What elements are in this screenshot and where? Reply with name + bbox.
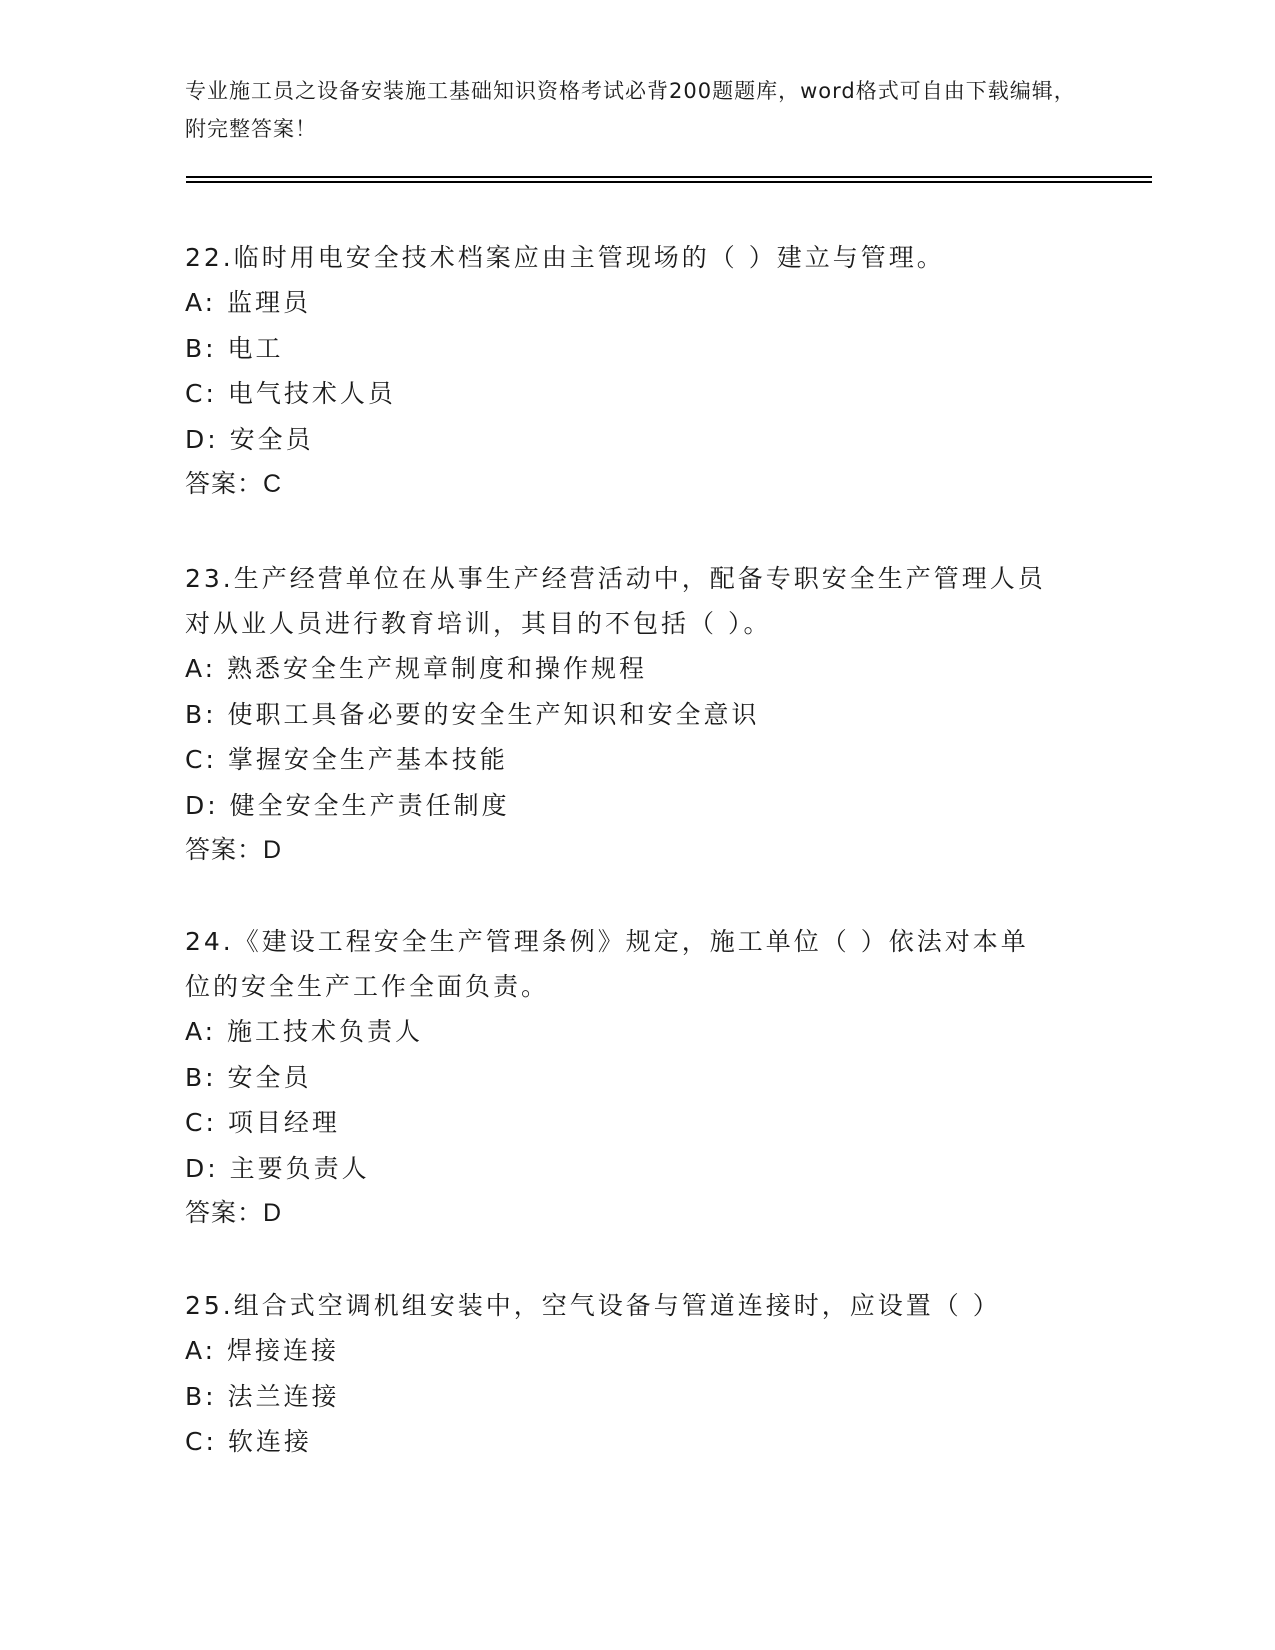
header-divider-top — [186, 176, 1152, 178]
option-a: A: 施工技术负责人 — [185, 1017, 424, 1046]
question-stem-line-1: 23.生产经营单位在从事生产经营活动中，配备专职安全生产管理人员 — [185, 564, 1046, 593]
option-d: D: 安全员 — [185, 424, 314, 454]
question-stem: 25.组合式空调机组安装中，空气设备与管道连接时，应设置（ ） — [185, 1291, 1001, 1320]
question-stem: 22.临时用电安全技术档案应由主管现场的（ ）建立与管理。 — [185, 243, 945, 272]
question-stem-line-2: 位的安全生产工作全面负责。 — [185, 972, 550, 1001]
question-22 — [185, 235, 1095, 507]
question-stem-line-1: 24.《建设工程安全生产管理条例》规定，施工单位（ ）依法对本单 — [185, 927, 1029, 956]
option-c: C: 软连接 — [185, 1427, 312, 1456]
option-b: B: 电工 — [185, 333, 284, 363]
option-d: D: 主要负责人 — [185, 1153, 370, 1183]
option-d: D: 健全安全生产责任制度 — [185, 790, 510, 820]
option-a: A: 监理员 — [185, 288, 312, 317]
option-a: A: 焊接连接 — [185, 1336, 340, 1365]
question-23 — [185, 556, 1095, 873]
answer: 答案：C — [185, 470, 283, 498]
option-c: C: 掌握安全生产基本技能 — [185, 745, 508, 774]
option-a: A: 熟悉安全生产规章制度和操作规程 — [185, 654, 648, 683]
option-b: B: 安全员 — [185, 1062, 312, 1092]
option-b: B: 使职工具备必要的安全生产知识和安全意识 — [185, 699, 760, 729]
question-25 — [185, 1283, 1095, 1465]
document-header — [185, 72, 1085, 148]
option-b: B: 法兰连接 — [185, 1381, 340, 1411]
question-stem-line-2: 对从业人员进行教育培训，其目的不包括（ ）。 — [185, 609, 772, 638]
answer: 答案：D — [185, 836, 283, 864]
question-24 — [185, 919, 1095, 1236]
option-c: C: 项目经理 — [185, 1108, 340, 1137]
answer: 答案：D — [185, 1199, 283, 1227]
header-divider-bottom — [186, 181, 1152, 183]
header-title: 专业施工员之设备安装施工基础知识资格考试必背200题题库，word格式可自由下载编辑，附完整答案！ — [185, 79, 1076, 141]
option-c: C: 电气技术人员 — [185, 379, 396, 408]
